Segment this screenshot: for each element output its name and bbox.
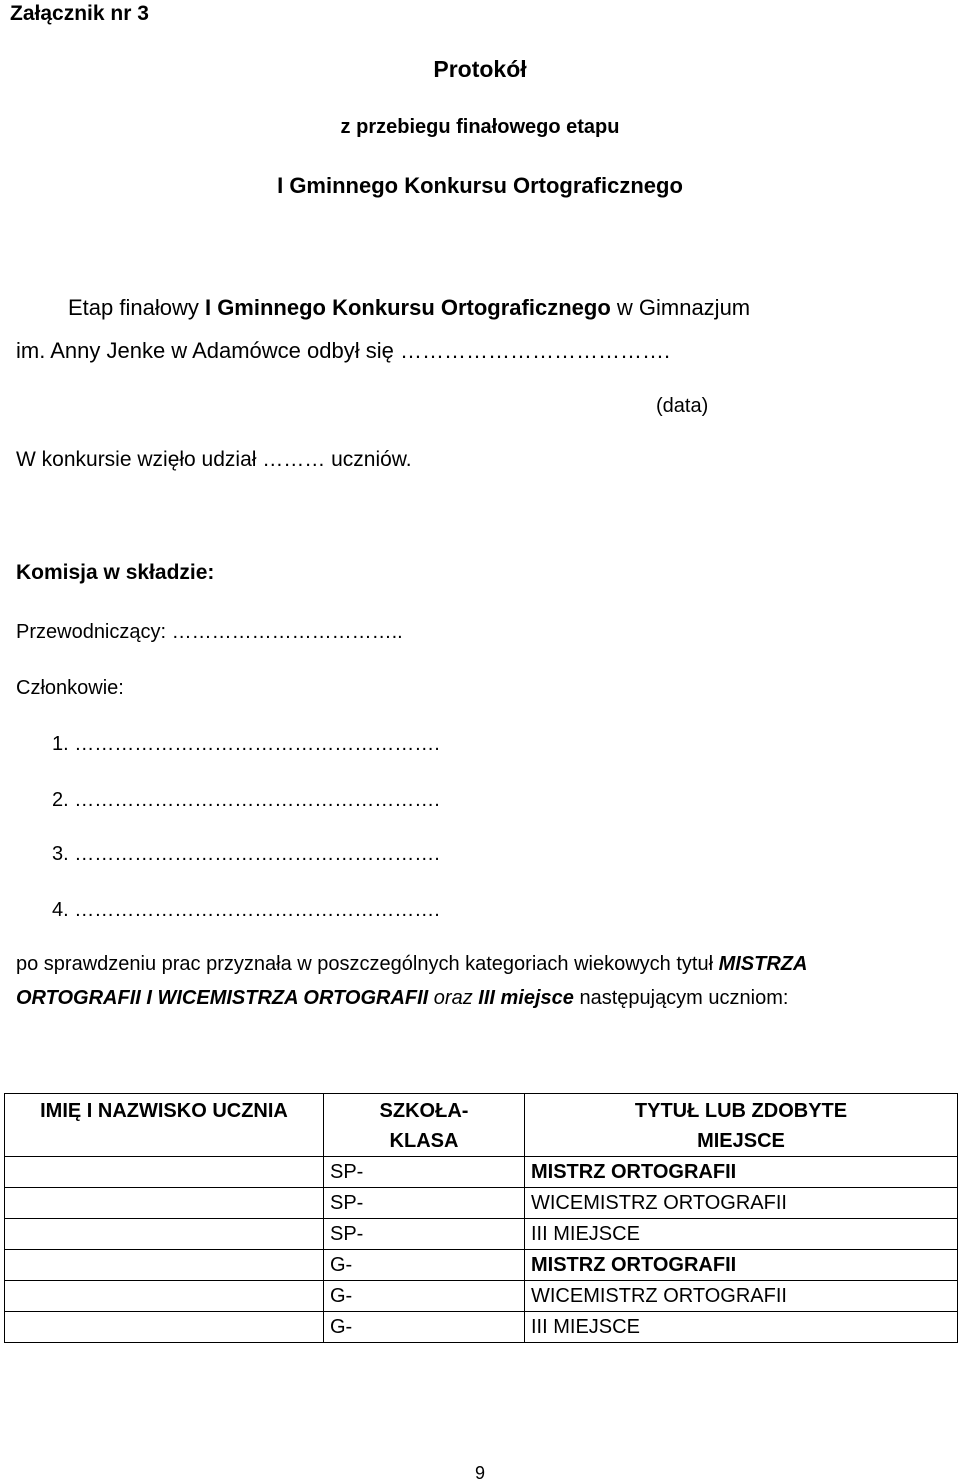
contest-name: I Gminnego Konkursu Ortograficznego [277, 173, 683, 198]
result-text-titles: ORTOGRAFII I WICEMISTRZA ORTOGRAFII [16, 987, 429, 1009]
student-name-cell[interactable] [5, 1281, 324, 1312]
school-class-cell: G- [324, 1250, 525, 1281]
committee-members-label: Członkowie: [16, 677, 124, 699]
result-line-2 [16, 987, 788, 1010]
title-place-cell: WICEMISTRZ ORTOGRAFII [525, 1281, 958, 1312]
result-text-mistrza: MISTRZA [718, 953, 808, 975]
committee-heading: Komisja w składzie: [16, 561, 215, 584]
school-class-cell: G- [324, 1281, 525, 1312]
intro-line-1 [68, 295, 750, 321]
date-hint: (data) [656, 395, 709, 417]
committee-member-2: 2. ………………………………………………. [52, 789, 440, 811]
header-title-place-text: TYTUŁ LUB ZDOBYTE MIEJSCE [634, 1100, 848, 1152]
attachment-label: Załącznik nr 3 [10, 2, 149, 25]
document-title: Protokół [433, 56, 527, 82]
table-row [5, 1312, 958, 1343]
title-place-cell: MISTRZ ORTOGRAFII [525, 1157, 958, 1188]
document-subtitle: z przebiegu finałowego etapu [340, 116, 620, 138]
result-text-1: po sprawdzeniu prac przyznała w poszczególnych kategoriach wiekowych tytuł [16, 953, 719, 975]
result-line-1 [16, 953, 807, 976]
title-place-cell: III MIEJSCE [525, 1219, 958, 1250]
school-class-cell: SP- [324, 1188, 525, 1219]
header-school-class [324, 1094, 525, 1157]
committee-member-4: 4. ………………………………………………. [52, 899, 440, 921]
student-name-cell[interactable] [5, 1250, 324, 1281]
results-table [4, 1093, 958, 1343]
intro-text-c: w Gimnazjum [610, 295, 751, 320]
student-name-cell[interactable] [5, 1188, 324, 1219]
header-student-name: IMIĘ I NAZWISKO UCZNIA [5, 1094, 324, 1157]
intro-text-contest: I Gminnego Konkursu Ortograficznego [204, 295, 611, 320]
page-number: 9 [474, 1463, 485, 1483]
result-text-third: III miejsce [478, 987, 574, 1009]
student-name-cell[interactable] [5, 1219, 324, 1250]
title-place-cell: III MIEJSCE [525, 1312, 958, 1343]
header-title-place [525, 1094, 958, 1157]
table-row [5, 1250, 958, 1281]
committee-member-3: 3. ………………………………………………. [52, 843, 440, 865]
committee-chair: Przewodniczący: …………………………….. [16, 621, 403, 643]
table-row [5, 1219, 958, 1250]
intro-text-a: Etap finałowy [68, 295, 205, 320]
intro-line-2: im. Anny Jenke w Adamówce odbył się ………………………………. [16, 338, 671, 363]
school-class-cell: G- [324, 1312, 525, 1343]
student-name-cell[interactable] [5, 1312, 324, 1343]
header-school-class-text: SZKOŁA- KLASA [379, 1100, 469, 1152]
title-place-cell: WICEMISTRZ ORTOGRAFII [525, 1188, 958, 1219]
table-row [5, 1188, 958, 1219]
school-class-cell: SP- [324, 1219, 525, 1250]
student-name-cell[interactable] [5, 1157, 324, 1188]
school-class-cell: SP- [324, 1157, 525, 1188]
table-row [5, 1281, 958, 1312]
committee-member-1: 1. ………………………………………………. [52, 733, 440, 755]
table-row [5, 1157, 958, 1188]
result-text-end: następującym uczniom: [573, 987, 789, 1009]
title-place-cell: MISTRZ ORTOGRAFII [525, 1250, 958, 1281]
result-text-oraz: oraz [428, 987, 479, 1009]
table-header-row [5, 1094, 958, 1157]
table-body [5, 1157, 958, 1343]
participants-line: W konkursie wzięło udział ……… uczniów. [16, 448, 412, 471]
